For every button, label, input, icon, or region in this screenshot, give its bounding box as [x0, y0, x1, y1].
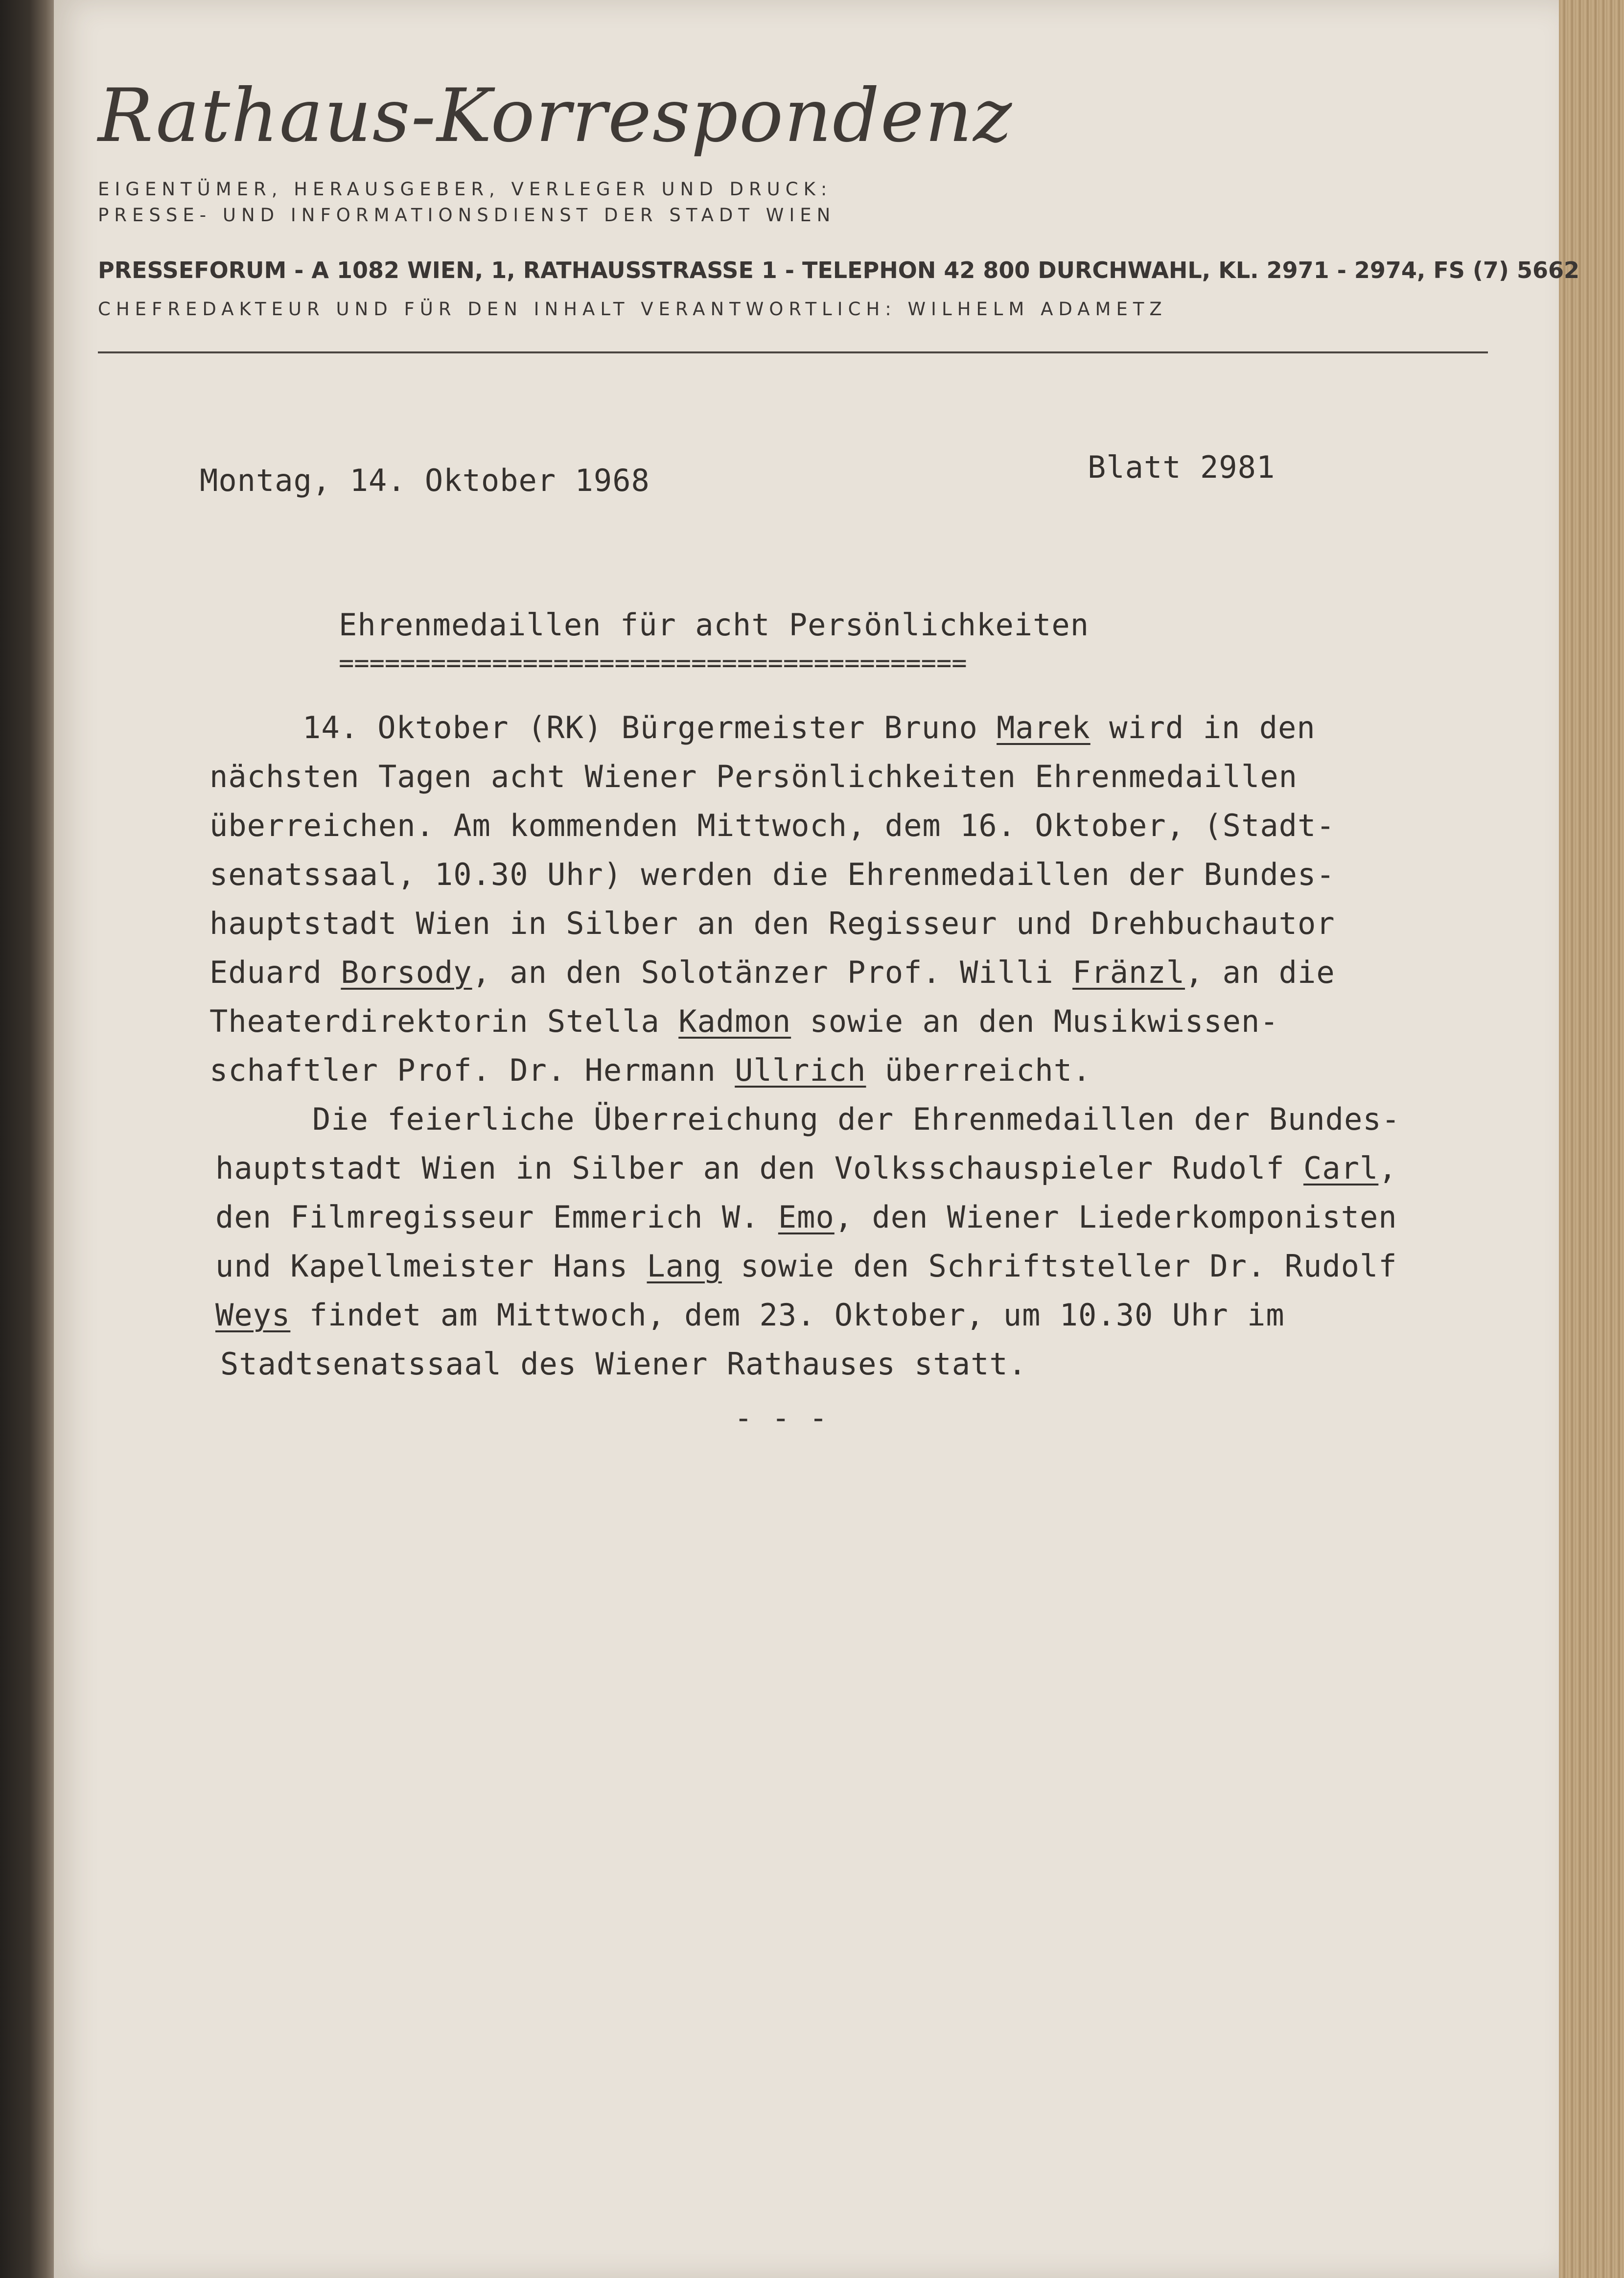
paragraph-1-line-2: nächsten Tagen acht Wiener Persönlichkeiten Ehrenmedaillen — [209, 759, 1298, 794]
header-publisher-line: PRESSE- UND INFORMATIONSDIENST DER STADT WIEN — [98, 205, 836, 226]
article-title-rule: ========================================= — [339, 649, 967, 678]
paragraph-1-line-1: 14. Oktober (RK) Bürgermeister Bruno Marek wird in den — [302, 710, 1316, 745]
paragraph-2-line-1: Die feierliche Überreichung der Ehrenmedaillen der Bundes- — [312, 1101, 1400, 1137]
end-mark: - - - — [734, 1400, 828, 1436]
paragraph-2-line-5: Weys findet am Mittwoch, dem 23. Oktober, um 10.30 Uhr im — [215, 1297, 1285, 1333]
paragraph-1-line-7: Theaterdirektorin Stella Kadmon sowie an den Musikwissen- — [209, 1003, 1279, 1039]
header-editor-line: CHEFREDAKTEUR UND FÜR DEN INHALT VERANTWORTLICH: WILHELM ADAMETZ — [98, 299, 1167, 320]
paragraph-1-line-4: senatssaal, 10.30 Uhr) werden die Ehrenmedaillen der Bundes- — [209, 857, 1335, 892]
header-address-line: PRESSEFORUM - A 1082 WIEN, 1, RATHAUSSTRASSE 1 - TELEPHON 42 800 DURCHWAHL, KL. 2971 - 2974, FS (7) 5662 — [98, 257, 1579, 283]
article-title: Ehrenmedaillen für acht Persönlichkeiten — [339, 607, 1090, 643]
paragraph-2-line-2: hauptstadt Wien in Silber an den Volksschauspieler Rudolf Carl, — [215, 1150, 1397, 1186]
document-page — [54, 0, 1559, 2278]
header-owner-line: EIGENTÜMER, HERAUSGEBER, VERLEGER UND DRUCK: — [98, 179, 833, 200]
paragraph-1-line-3: überreichen. Am kommenden Mittwoch, dem 16. Oktober, (Stadt- — [209, 808, 1335, 843]
paragraph-2-line-3: den Filmregisseur Emmerich W. Emo, den Wiener Liederkomponisten — [215, 1199, 1397, 1235]
sheet-number: Blatt 2981 — [1088, 449, 1276, 485]
paragraph-2-line-4: und Kapellmeister Hans Lang sowie den Schriftsteller Dr. Rudolf — [215, 1248, 1397, 1284]
paragraph-1-line-8: schaftler Prof. Dr. Hermann Ullrich überreicht. — [209, 1052, 1091, 1088]
book-binding — [0, 0, 54, 2278]
document-date: Montag, 14. Oktober 1968 — [200, 463, 650, 498]
page-edges — [1559, 0, 1624, 2278]
header-divider — [98, 351, 1488, 353]
paragraph-1-line-6: Eduard Borsody, an den Solotänzer Prof. Willi Fränzl, an die — [209, 954, 1335, 990]
masthead-title: Rathaus-Korrespondenz — [98, 73, 1013, 159]
paragraph-2-line-6: Stadtsenatssaal des Wiener Rathauses statt. — [220, 1346, 1027, 1382]
paragraph-1-line-5: hauptstadt Wien in Silber an den Regisseur und Drehbuchautor — [209, 906, 1335, 941]
